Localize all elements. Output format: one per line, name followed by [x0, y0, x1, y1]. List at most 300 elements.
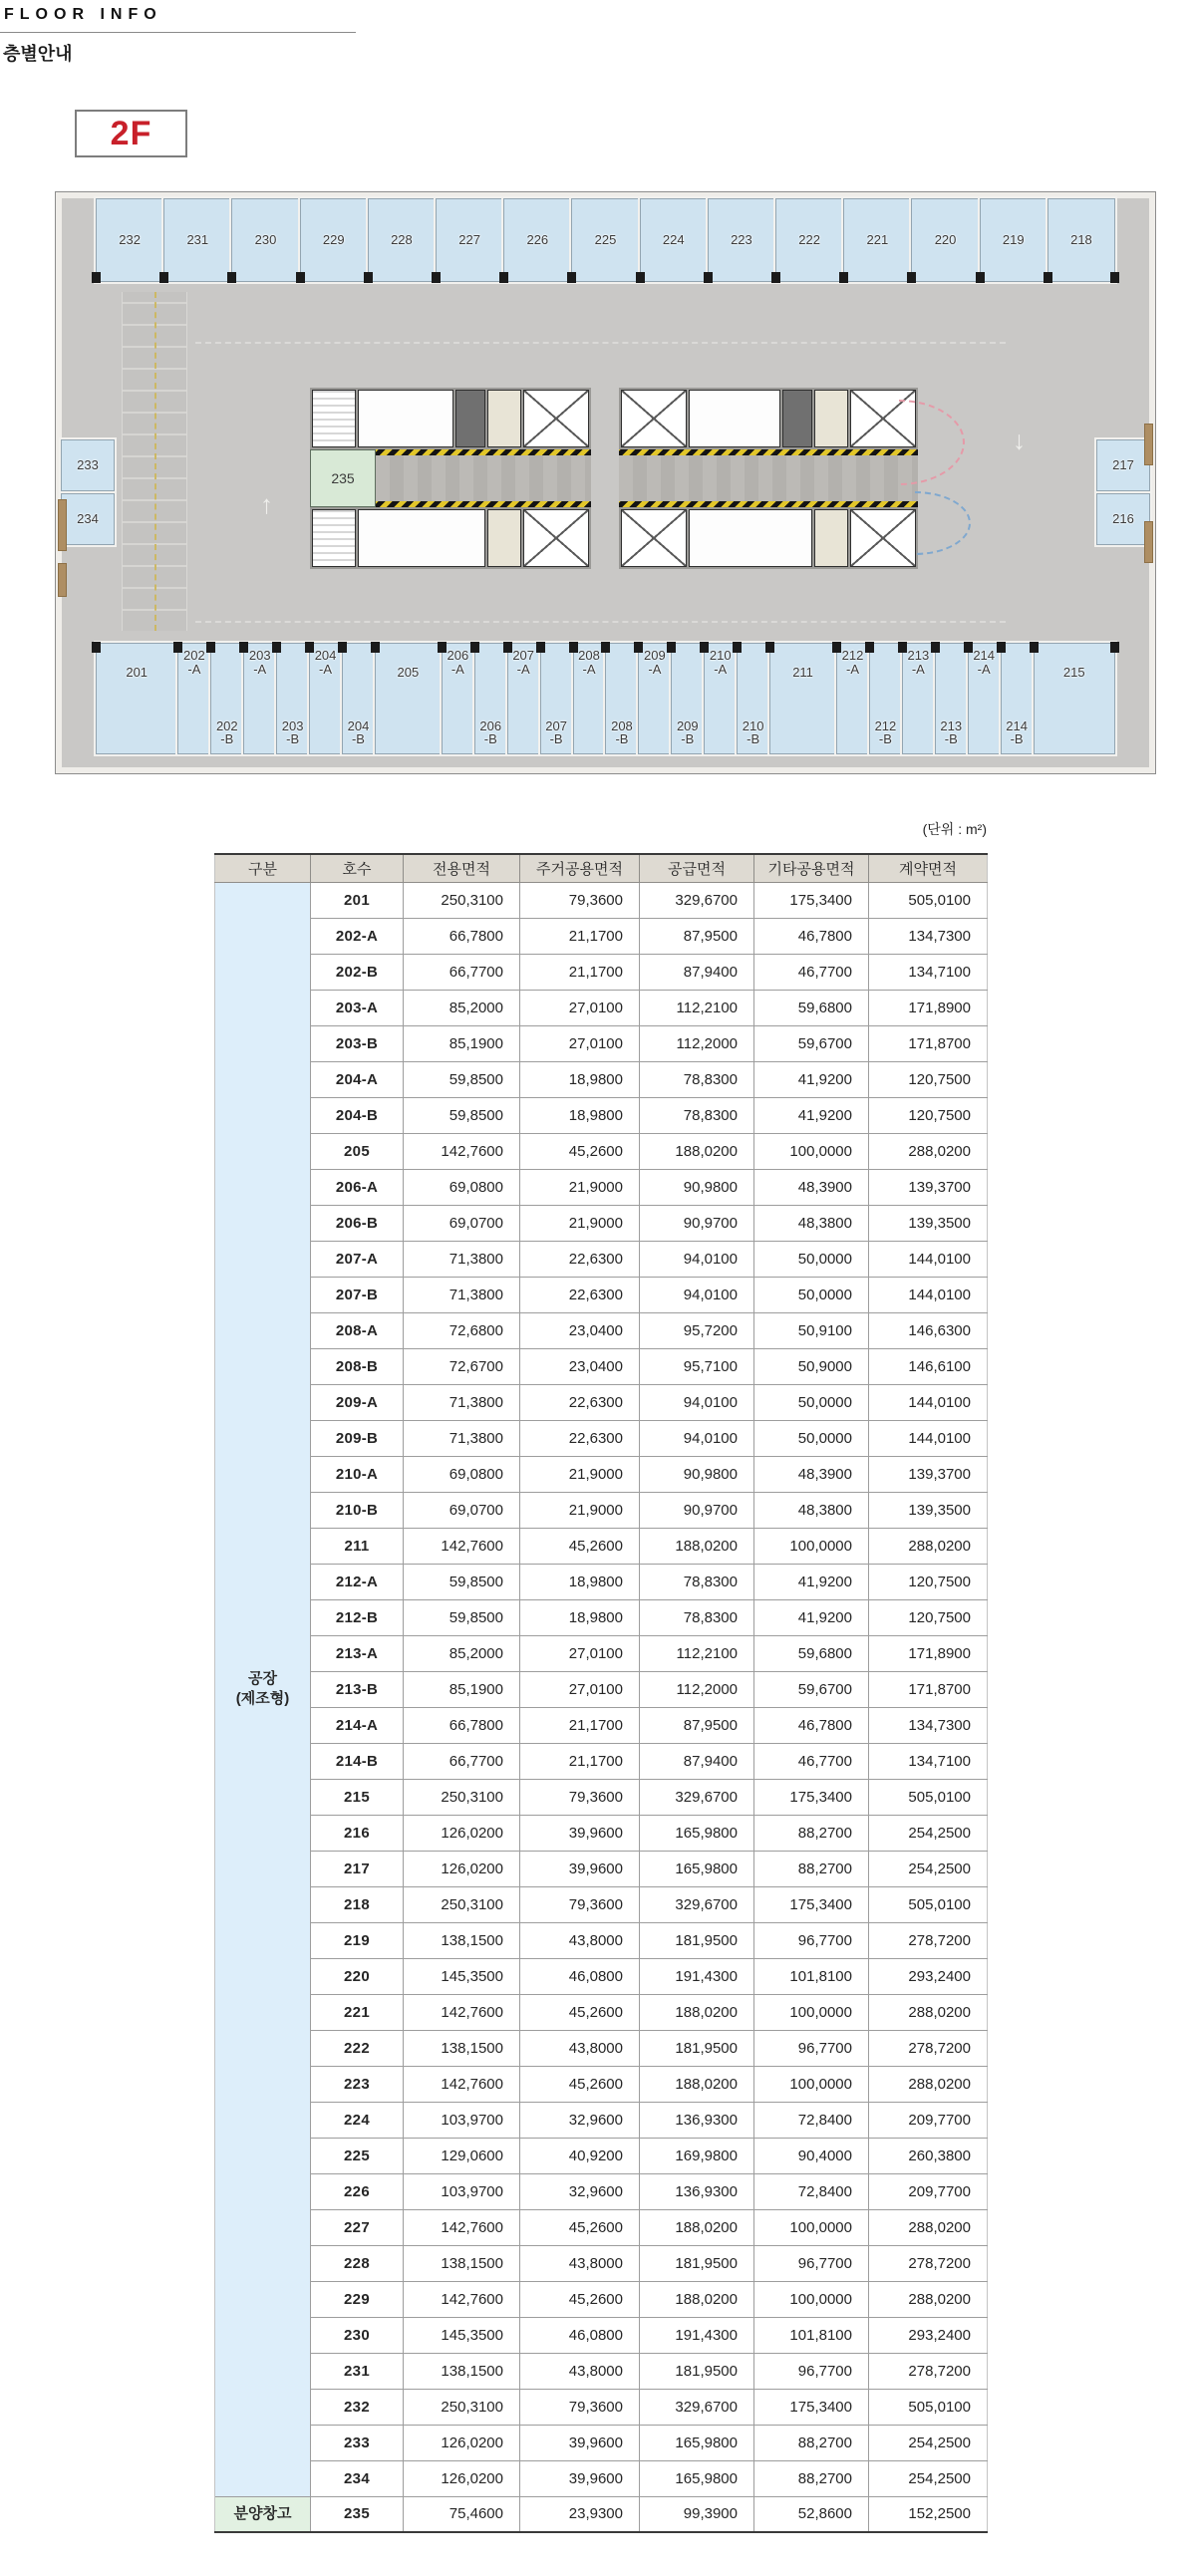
table-cell-area: 165,9800: [640, 1815, 754, 1851]
table-cell-area: 188,0200: [640, 2281, 754, 2317]
table-cell-area: 126,0200: [404, 2425, 520, 2460]
table-cell-area: 96,7700: [754, 2353, 869, 2389]
table-cell-area: 59,8500: [404, 1599, 520, 1635]
table-cell-area: 66,7700: [404, 954, 520, 990]
table-cell-area: 87,9500: [640, 918, 754, 954]
table-cell-unit: 206-B: [311, 1205, 404, 1241]
table-cell-area: 209,7700: [869, 2102, 988, 2138]
plan-unit-235: [310, 449, 376, 507]
table-header-cell: 계약면적: [869, 854, 988, 882]
plan-unit-232: [96, 198, 163, 282]
table-cell-area: 209,7700: [869, 2173, 988, 2209]
heading-underline: [0, 32, 356, 33]
table-row-215: [215, 1779, 988, 1815]
table-cell-area: 43,8000: [520, 2245, 640, 2281]
plan-unit-label: 226: [526, 232, 549, 248]
table-row-211: [215, 1528, 988, 1564]
table-cell-area: 254,2500: [869, 1815, 988, 1851]
table-cell-area: 79,3600: [520, 1779, 640, 1815]
plan-unit-label: 206 -B: [479, 717, 502, 747]
plan-unit-223: [708, 198, 775, 282]
table-cell-area: 103,9700: [404, 2173, 520, 2209]
direction-arrow-icon: ↑: [260, 489, 273, 519]
table-cell-area: 169,9800: [640, 2138, 754, 2173]
table-cell-area: 23,9300: [520, 2496, 640, 2532]
table-cell-area: 87,9400: [640, 954, 754, 990]
table-cell-area: 71,3800: [404, 1420, 520, 1456]
table-cell-unit: 233: [311, 2425, 404, 2460]
table-cell-area: 188,0200: [640, 1528, 754, 1564]
table-cell-area: 288,0200: [869, 1528, 988, 1564]
plan-unit-label: 213 -A: [907, 648, 930, 677]
table-cell-area: 101,8100: [754, 1958, 869, 1994]
table-cell-area: 59,6700: [754, 1671, 869, 1707]
loading-corridor: [619, 449, 918, 507]
table-cell-area: 85,2000: [404, 990, 520, 1025]
table-cell-area: 142,7600: [404, 2066, 520, 2102]
lobby-room: [358, 509, 485, 567]
plan-unit-label: 230: [254, 232, 277, 248]
plan-unit-label: 208 -B: [611, 717, 633, 747]
table-cell-area: 59,6700: [754, 1025, 869, 1061]
table-row-213-B: [215, 1671, 988, 1707]
table-cell-unit: 214-B: [311, 1743, 404, 1779]
table-row-222: [215, 2030, 988, 2066]
table-cell-unit: 221: [311, 1994, 404, 2030]
table-header-cell: 호수: [311, 854, 404, 882]
shaft-room: [455, 390, 485, 447]
table-cell-unit: 217: [311, 1851, 404, 1886]
table-cell-unit: 213-A: [311, 1635, 404, 1671]
table-cell-area: 87,9500: [640, 1707, 754, 1743]
table-cell-area: 50,0000: [754, 1277, 869, 1312]
table-cell-area: 48,3800: [754, 1492, 869, 1528]
plan-unit-label: 229: [322, 232, 345, 248]
table-cell-area: 96,7700: [754, 2030, 869, 2066]
table-cell-area: 90,9700: [640, 1492, 754, 1528]
elevator-icon: [523, 390, 589, 447]
table-cell-area: 175,3400: [754, 2389, 869, 2425]
plan-unit-label: 223: [731, 232, 752, 248]
table-cell-area: 59,8500: [404, 1061, 520, 1097]
core-rooms-top: [310, 388, 591, 449]
table-cell-area: 120,7500: [869, 1097, 988, 1133]
table-cell-area: 78,8300: [640, 1097, 754, 1133]
floor-badge: [75, 110, 187, 157]
table-cell-area: 45,2600: [520, 1133, 640, 1169]
table-cell-area: 94,0100: [640, 1384, 754, 1420]
table-cell-area: 72,6800: [404, 1312, 520, 1348]
table-cell-area: 46,7700: [754, 954, 869, 990]
plan-unit-229: [300, 198, 368, 282]
table-header-cell: 전용면적: [404, 854, 520, 882]
table-row-207-A: [215, 1241, 988, 1277]
table-cell-area: 142,7600: [404, 1528, 520, 1564]
table-cell-area: 45,2600: [520, 2281, 640, 2317]
plan-unit-219: [980, 198, 1047, 282]
table-cell-unit: 214-A: [311, 1707, 404, 1743]
table-cell-area: 27,0100: [520, 1671, 640, 1707]
elevator-icon: [621, 390, 687, 447]
table-cell-area: 138,1500: [404, 2245, 520, 2281]
table-cell-area: 250,3100: [404, 1779, 520, 1815]
table-cell-area: 293,2400: [869, 2317, 988, 2353]
table-cell-unit: 208-B: [311, 1348, 404, 1384]
table-cell-area: 329,6700: [640, 1779, 754, 1815]
utility-room: [487, 509, 521, 567]
table-cell-area: 43,8000: [520, 2353, 640, 2389]
table-cell-area: 71,3800: [404, 1384, 520, 1420]
table-cell-area: 126,0200: [404, 2460, 520, 2496]
plan-unit-217: [1096, 439, 1150, 491]
table-row-231: [215, 2353, 988, 2389]
table-cell-area: 260,3800: [869, 2138, 988, 2173]
table-cell-area: 18,9800: [520, 1564, 640, 1599]
table-row-216: [215, 1815, 988, 1851]
table-cell-area: 138,1500: [404, 1922, 520, 1958]
table-row-212-B: [215, 1599, 988, 1635]
core-block-right: [619, 388, 918, 569]
table-cell-area: 79,3600: [520, 2389, 640, 2425]
table-header-row: [215, 854, 988, 882]
table-cell-area: 505,0100: [869, 1886, 988, 1922]
table-cell-area: 72,8400: [754, 2173, 869, 2209]
table-cell-area: 27,0100: [520, 1635, 640, 1671]
table-cell-area: 152,2500: [869, 2496, 988, 2532]
elevator-icon: [621, 509, 687, 567]
table-cell-area: 45,2600: [520, 1528, 640, 1564]
table-cell-area: 136,9300: [640, 2102, 754, 2138]
table-row-220: [215, 1958, 988, 1994]
plan-unit-label: 227: [458, 232, 480, 248]
table-cell-area: 120,7500: [869, 1061, 988, 1097]
table-cell-unit: 205: [311, 1133, 404, 1169]
table-cell-area: 45,2600: [520, 1994, 640, 2030]
table-header-cell: 공급면적: [640, 854, 754, 882]
table-cell-unit: 210-B: [311, 1492, 404, 1528]
table-cell-area: 66,7800: [404, 1707, 520, 1743]
table-cell-unit: 202-A: [311, 918, 404, 954]
table-row-228: [215, 2245, 988, 2281]
table-cell-area: 79,3600: [520, 1886, 640, 1922]
plan-unit-label: 228: [391, 232, 413, 248]
table-cell-area: 88,2700: [754, 1851, 869, 1886]
table-row-235: [215, 2496, 988, 2532]
table-cell-unit: 204-B: [311, 1097, 404, 1133]
table-cell-area: 171,8700: [869, 1025, 988, 1061]
plan-unit-220: [911, 198, 979, 282]
table-cell-area: 134,7100: [869, 954, 988, 990]
table-cell-unit: 215: [311, 1779, 404, 1815]
table-cell-area: 181,9500: [640, 2353, 754, 2389]
plan-unit-label: 218: [1070, 232, 1092, 248]
wall-accent: [58, 499, 67, 551]
table-cell-area: 288,0200: [869, 1133, 988, 1169]
table-cell-area: 22,6300: [520, 1420, 640, 1456]
utility-room: [814, 390, 848, 447]
table-row-204-A: [215, 1061, 988, 1097]
table-cell-area: 72,8400: [754, 2102, 869, 2138]
table-cell-area: 23,0400: [520, 1348, 640, 1384]
plan-unit-209-B: [671, 643, 704, 754]
table-cell-area: 46,7800: [754, 1707, 869, 1743]
elevator-icon: [850, 509, 916, 567]
table-row-230: [215, 2317, 988, 2353]
table-cell-area: 188,0200: [640, 2209, 754, 2245]
table-cell-area: 66,7700: [404, 1743, 520, 1779]
core-rooms-top: [619, 388, 918, 449]
table-row-234: [215, 2460, 988, 2496]
table-cell-area: 39,9600: [520, 1815, 640, 1851]
table-cell-area: 171,8900: [869, 990, 988, 1025]
table-cell-area: 59,6800: [754, 990, 869, 1025]
table-cell-area: 59,8500: [404, 1097, 520, 1133]
elevator-icon: [523, 509, 589, 567]
table-cell-area: 505,0100: [869, 2389, 988, 2425]
table-cell-area: 329,6700: [640, 882, 754, 918]
table-cell-area: 50,0000: [754, 1384, 869, 1420]
plan-unit-label: 201: [126, 665, 149, 680]
table-cell-area: 144,0100: [869, 1384, 988, 1420]
table-cell-unit: 224: [311, 2102, 404, 2138]
plan-unit-228: [368, 198, 436, 282]
table-cell-area: 71,3800: [404, 1241, 520, 1277]
table-cell-area: 87,9400: [640, 1743, 754, 1779]
table-cell-area: 145,3500: [404, 1958, 520, 1994]
table-cell-area: 165,9800: [640, 2460, 754, 2496]
plan-unit-207-A: [507, 643, 540, 754]
table-row-203-A: [215, 990, 988, 1025]
plan-unit-221: [843, 198, 911, 282]
table-cell-area: 50,0000: [754, 1420, 869, 1456]
table-row-203-B: [215, 1025, 988, 1061]
table-cell-area: 175,3400: [754, 1886, 869, 1922]
table-cell-area: 66,7800: [404, 918, 520, 954]
table-row-210-B: [215, 1492, 988, 1528]
plan-unit-label: 219: [1002, 232, 1025, 248]
plan-unit-label: 208 -A: [578, 648, 600, 677]
table-row-204-B: [215, 1097, 988, 1133]
plan-unit-230: [231, 198, 299, 282]
table-cell-area: 142,7600: [404, 2281, 520, 2317]
table-cell-area: 27,0100: [520, 1025, 640, 1061]
table-cell-unit: 208-A: [311, 1312, 404, 1348]
table-cell-area: 126,0200: [404, 1815, 520, 1851]
table-cell-unit: 234: [311, 2460, 404, 2496]
plan-left-column: [61, 439, 115, 545]
table-cell-area: 50,0000: [754, 1241, 869, 1277]
table-cell-unit: 212-A: [311, 1564, 404, 1599]
table-cell-area: 45,2600: [520, 2209, 640, 2245]
table-cell-area: 23,0400: [520, 1312, 640, 1348]
lobby-room: [358, 390, 453, 447]
table-header-cell: 기타공용면적: [754, 854, 869, 882]
table-cell-area: 75,4600: [404, 2496, 520, 2532]
plan-unit-224: [640, 198, 708, 282]
table-cell-area: 88,2700: [754, 2460, 869, 2496]
table-cell-area: 254,2500: [869, 2425, 988, 2460]
table-cell-unit: 222: [311, 2030, 404, 2066]
parking-stalls: [122, 292, 187, 631]
table-cell-area: 52,8600: [754, 2496, 869, 2532]
table-cell-area: 18,9800: [520, 1599, 640, 1635]
plan-unit-label: 215: [1062, 665, 1085, 680]
table-cell-area: 181,9500: [640, 2030, 754, 2066]
table-cell-unit: 218: [311, 1886, 404, 1922]
table-header-cell: 구분: [215, 854, 311, 882]
plan-unit-label: 202 -A: [183, 648, 205, 677]
plan-unit-212-A: [836, 643, 869, 754]
plan-unit-226: [503, 198, 571, 282]
plan-unit-208-B: [605, 643, 638, 754]
plan-unit-201: [96, 643, 177, 754]
plan-unit-label: 220: [934, 232, 957, 248]
plan-unit-label: 206 -A: [447, 648, 469, 677]
plan-right-column: [1096, 439, 1150, 545]
lane-marking: [195, 342, 1006, 344]
table-cell-area: 46,7700: [754, 1743, 869, 1779]
table-row-206-A: [215, 1169, 988, 1205]
category-cell-factory: 공장 (제조형): [215, 882, 311, 2496]
table-row-233: [215, 2425, 988, 2460]
plan-unit-label: 207 -B: [545, 717, 567, 747]
table-row-219: [215, 1922, 988, 1958]
table-cell-area: 146,6100: [869, 1348, 988, 1384]
plan-unit-211: [769, 643, 836, 754]
table-cell-area: 138,1500: [404, 2030, 520, 2066]
table-cell-area: 120,7500: [869, 1564, 988, 1599]
table-cell-area: 175,3400: [754, 1779, 869, 1815]
table-cell-unit: 232: [311, 2389, 404, 2425]
table-cell-unit: 202-B: [311, 954, 404, 990]
table-cell-area: 21,1700: [520, 1743, 640, 1779]
direction-arrow-icon: ↑: [1013, 429, 1026, 459]
table-cell-area: 134,7300: [869, 918, 988, 954]
table-row-202-A: [215, 918, 988, 954]
plan-unit-208-A: [573, 643, 606, 754]
table-cell-area: 78,8300: [640, 1061, 754, 1097]
table-cell-area: 71,3800: [404, 1277, 520, 1312]
plan-unit-label: 224: [662, 232, 685, 248]
table-cell-unit: 211: [311, 1528, 404, 1564]
table-cell-area: 21,1700: [520, 918, 640, 954]
table-cell-area: 103,9700: [404, 2102, 520, 2138]
plan-unit-218: [1047, 198, 1115, 282]
table-cell-area: 129,0600: [404, 2138, 520, 2173]
plan-unit-216: [1096, 493, 1150, 545]
plan-unit-label: 235: [331, 470, 355, 486]
table-cell-area: 94,0100: [640, 1241, 754, 1277]
plan-unit-label: 202 -B: [215, 717, 238, 747]
table-cell-area: 165,9800: [640, 1851, 754, 1886]
table-row-224: [215, 2102, 988, 2138]
table-row-221: [215, 1994, 988, 2030]
plan-unit-label: 211: [792, 665, 813, 680]
table-cell-area: 254,2500: [869, 1851, 988, 1886]
plan-unit-212-B: [869, 643, 902, 754]
plan-unit-213-B: [935, 643, 968, 754]
table-cell-area: 278,7200: [869, 2353, 988, 2389]
table-cell-unit: 226: [311, 2173, 404, 2209]
plan-unit-205: [375, 643, 442, 754]
table-cell-area: 43,8000: [520, 1922, 640, 1958]
table-row-225: [215, 2138, 988, 2173]
stair-room: [312, 390, 356, 447]
wall-accent: [58, 563, 67, 597]
plan-unit-label: 209 -B: [676, 717, 699, 747]
table-cell-area: 27,0100: [520, 990, 640, 1025]
core-corridor: [619, 449, 918, 507]
table-cell-area: 79,3600: [520, 882, 640, 918]
table-cell-area: 94,0100: [640, 1277, 754, 1312]
table-cell-area: 88,2700: [754, 2425, 869, 2460]
table-row-218: [215, 1886, 988, 1922]
table-cell-area: 21,9000: [520, 1169, 640, 1205]
table-cell-area: 39,9600: [520, 2425, 640, 2460]
plan-unit-215: [1034, 643, 1115, 754]
plan-unit-label: 209 -A: [644, 648, 666, 677]
table-cell-area: 188,0200: [640, 1994, 754, 2030]
plan-unit-206-A: [442, 643, 474, 754]
table-cell-area: 96,7700: [754, 2245, 869, 2281]
table-cell-area: 41,9200: [754, 1097, 869, 1133]
table-cell-area: 112,2100: [640, 1635, 754, 1671]
table-cell-area: 181,9500: [640, 2245, 754, 2281]
plan-unit-label: 234: [77, 511, 99, 527]
table-cell-area: 142,7600: [404, 1994, 520, 2030]
table-row-212-A: [215, 1564, 988, 1599]
table-cell-area: 22,6300: [520, 1384, 640, 1420]
plan-unit-label: 212 -A: [841, 648, 864, 677]
table-cell-area: 48,3900: [754, 1169, 869, 1205]
table-cell-area: 112,2000: [640, 1025, 754, 1061]
table-cell-unit: 235: [311, 2496, 404, 2532]
table-cell-area: 22,6300: [520, 1241, 640, 1277]
table-cell-area: 69,0800: [404, 1456, 520, 1492]
table-cell-area: 100,0000: [754, 1528, 869, 1564]
plan-unit-label: 225: [594, 232, 617, 248]
plan-unit-210-A: [704, 643, 737, 754]
table-cell-area: 21,9000: [520, 1456, 640, 1492]
table-row-208-A: [215, 1312, 988, 1348]
table-cell-area: 21,1700: [520, 954, 640, 990]
table-cell-area: 85,1900: [404, 1025, 520, 1061]
plan-unit-209-A: [638, 643, 671, 754]
table-cell-area: 100,0000: [754, 1133, 869, 1169]
table-cell-area: 254,2500: [869, 2460, 988, 2496]
table-cell-area: 69,0700: [404, 1205, 520, 1241]
plan-unit-231: [163, 198, 231, 282]
area-table-wrap: [214, 853, 987, 2533]
table-row-210-A: [215, 1456, 988, 1492]
table-cell-area: 288,0200: [869, 1994, 988, 2030]
table-cell-area: 18,9800: [520, 1061, 640, 1097]
plan-unit-label: 216: [1112, 511, 1134, 527]
plan-unit-label: 217: [1112, 457, 1134, 473]
table-cell-area: 59,8500: [404, 1564, 520, 1599]
plan-unit-label: 221: [866, 232, 889, 248]
table-cell-area: 39,9600: [520, 2460, 640, 2496]
table-row-226: [215, 2173, 988, 2209]
table-cell-area: 145,3500: [404, 2317, 520, 2353]
plan-unit-213-A: [902, 643, 935, 754]
table-header-cell: 주거공용면적: [520, 854, 640, 882]
table-cell-area: 95,7100: [640, 1348, 754, 1384]
table-cell-unit: 229: [311, 2281, 404, 2317]
table-cell-area: 120,7500: [869, 1599, 988, 1635]
plan-unit-label: 203 -A: [248, 648, 271, 677]
lobby-room: [689, 509, 812, 567]
